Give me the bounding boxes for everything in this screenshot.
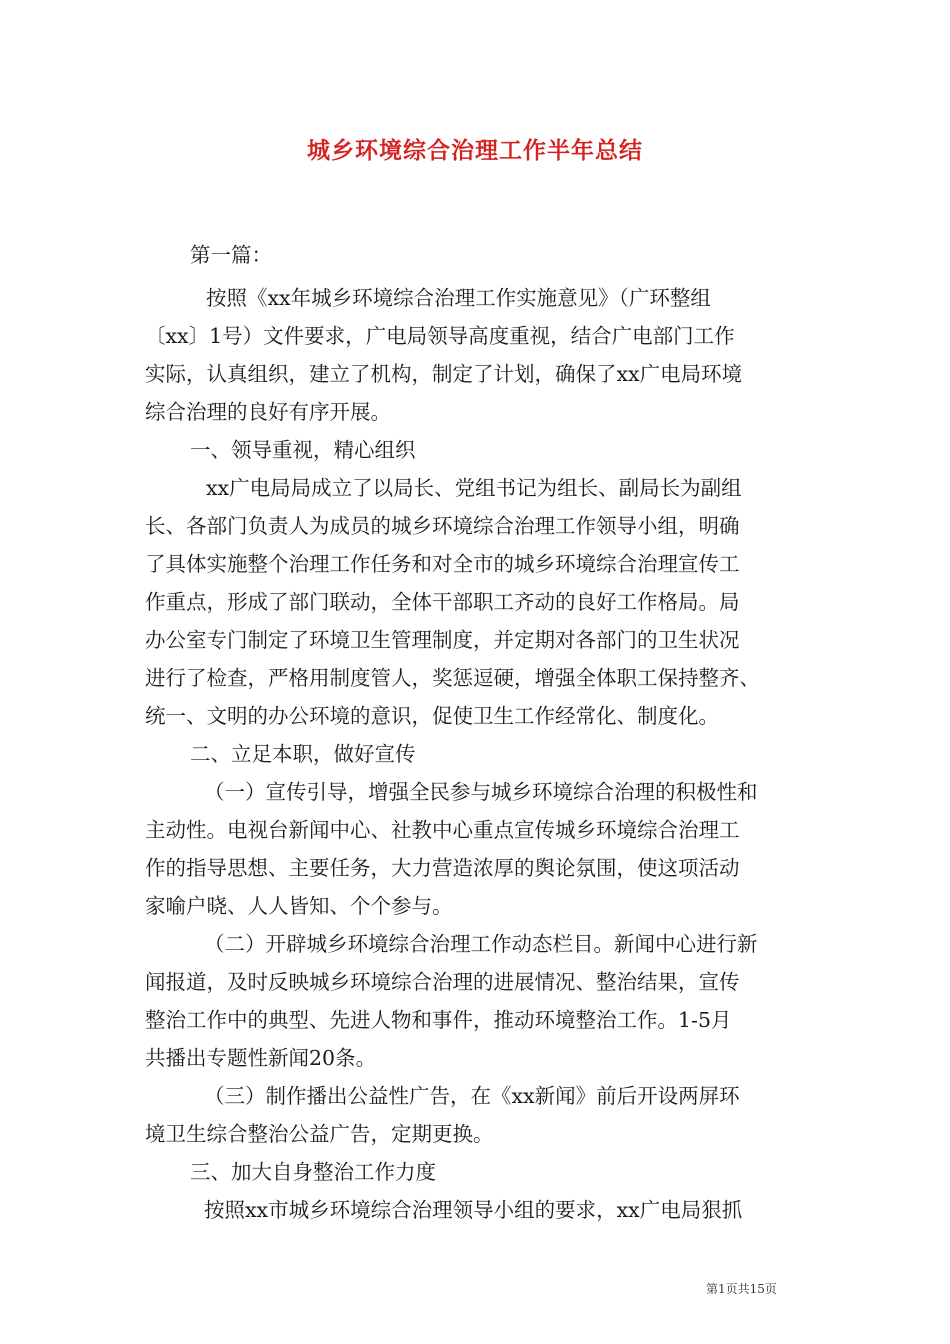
text-line: （二）开辟城乡环境综合治理工作动态栏目。新闻中心进行新	[204, 932, 758, 956]
text-line: 长、各部门负责人为成员的城乡环境综合治理工作领导小组，明确	[145, 514, 740, 538]
text-line: 作的指导思想、主要任务，大力营造浓厚的舆论氛围，使这项活动	[145, 856, 740, 880]
document-title: 城乡环境综合治理工作半年总结	[307, 137, 643, 164]
section-heading: 二、立足本职，做好宣传	[190, 742, 416, 766]
text-line: 按照《xx年城乡环境综合治理工作实施意见》（广环整组	[206, 286, 711, 310]
text-line: 进行了检查，严格用制度管人，奖惩逗硬，增强全体职工保持整齐、	[145, 666, 760, 690]
text-line: 统一、文明的办公环境的意识，促使卫生工作经常化、制度化。	[145, 704, 719, 728]
text-line: 了具体实施整个治理工作任务和对全市的城乡环境综合治理宣传工	[145, 552, 740, 576]
text-line: 〔xx〕1号）文件要求，广电局领导高度重视，结合广电部门工作	[145, 324, 735, 348]
text-line: 共播出专题性新闻20条。	[145, 1046, 377, 1070]
text-line: 家喻户晓、人人皆知、个个参与。	[145, 894, 453, 918]
text-line: 闻报道，及时反映城乡环境综合治理的进展情况、整治结果，宣传	[145, 970, 740, 994]
text-line: 主动性。电视台新闻中心、社教中心重点宣传城乡环境综合治理工	[145, 818, 740, 842]
text-line: 实际，认真组织，建立了机构，制定了计划，确保了xx广电局环境	[145, 362, 743, 386]
text-line: （三）制作播出公益性广告，在《xx新闻》前后开设两屏环	[204, 1084, 740, 1108]
text-line: 办公室专门制定了环境卫生管理制度，并定期对各部门的卫生状况	[145, 628, 740, 652]
section-heading: 一、领导重视，精心组织	[190, 438, 416, 462]
text-line: 境卫生综合整治公益广告，定期更换。	[145, 1122, 494, 1146]
text-line: 按照xx市城乡环境综合治理领导小组的要求，xx广电局狠抓	[204, 1198, 743, 1222]
page-number: 第1页共15页	[706, 1282, 777, 1296]
section-heading: 三、加大自身整治工作力度	[190, 1160, 436, 1184]
text-line: （一）宣传引导，增强全民参与城乡环境综合治理的积极性和	[204, 780, 758, 804]
text-line: 第一篇：	[190, 243, 272, 267]
text-line: xx广电局局成立了以局长、党组书记为组长、副局长为副组	[206, 476, 742, 500]
text-line: 作重点，形成了部门联动，全体干部职工齐动的良好工作格局。局	[145, 590, 740, 614]
text-line: 整治工作中的典型、先进人物和事件，推动环境整治工作。1-5月	[145, 1008, 732, 1032]
text-line: 综合治理的良好有序开展。	[145, 400, 391, 424]
